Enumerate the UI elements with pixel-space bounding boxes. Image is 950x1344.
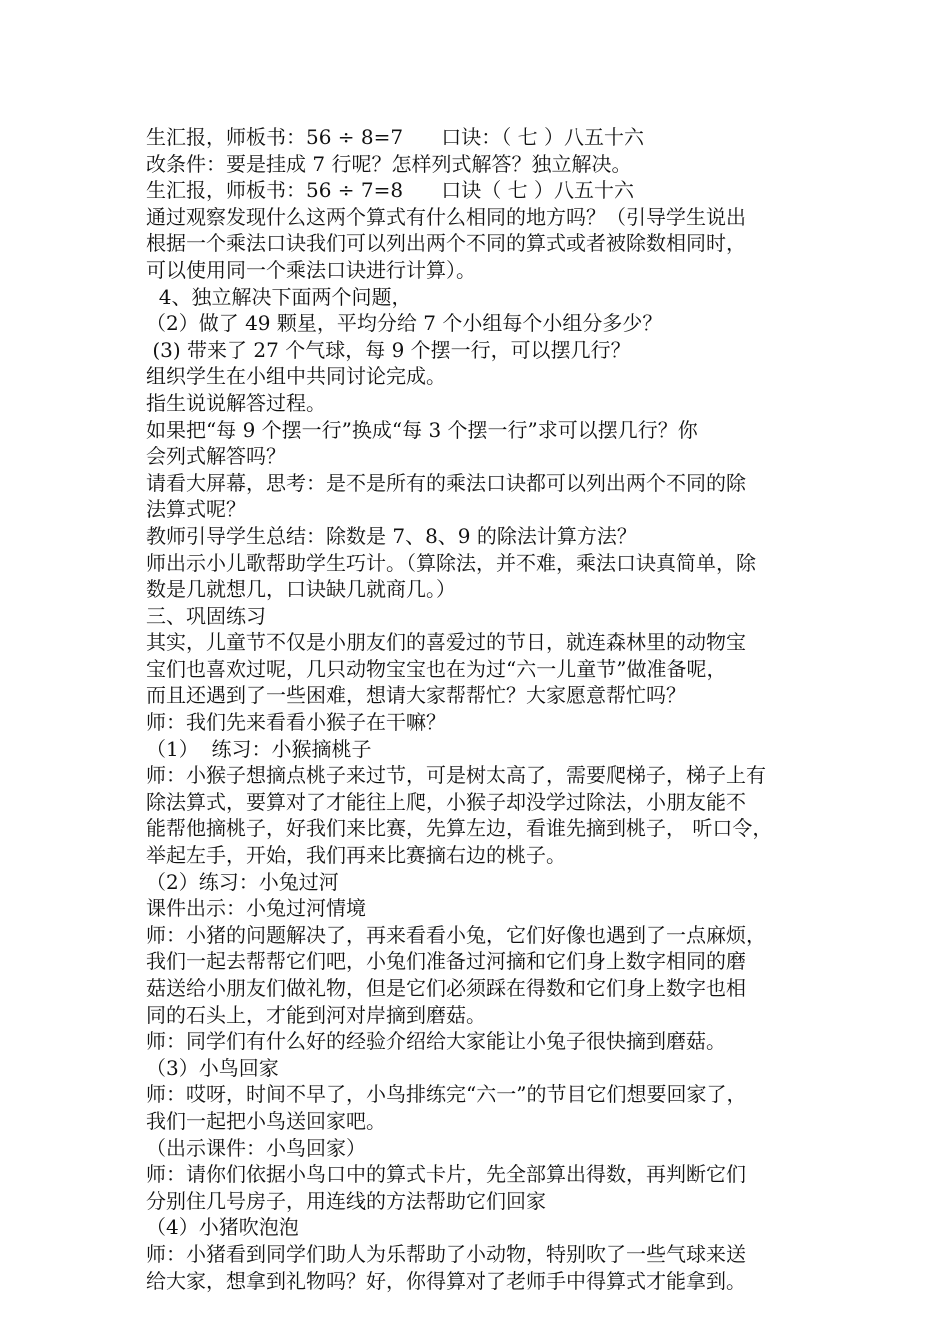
section-heading: 三、巩固练习 <box>146 603 266 628</box>
text-line: 师：小猪看到同学们助人为乐帮助了小动物，特别吹了一些气球来送 <box>146 1241 746 1266</box>
text-line: 同的石头上，才能到河对岸摘到磨菇。 <box>146 1002 486 1027</box>
text-line: 举起左手，开始，我们再来比赛摘右边的桃子。 <box>146 843 566 868</box>
text-line: 宝们也喜欢过呢，几只动物宝宝也在为过“六一儿童节”做准备呢， <box>146 656 727 681</box>
text-line: 4、独立解决下面两个问题， <box>146 284 412 309</box>
text-line: 可以使用同一个乘法口诀进行计算）。 <box>146 257 476 282</box>
text-line: 通过观察发现什么这两个算式有什么相同的地方吗？（引导学生说出 <box>146 204 746 229</box>
text-line: 能帮他摘桃子，好我们来比赛，先算左边，看谁先摘到桃子， 听口令， <box>146 816 773 841</box>
text-line: 菇送给小朋友们做礼物，但是它们必须踩在得数和它们身上数字也相 <box>146 976 746 1000</box>
text-line: 课件出示：小兔过河情境 <box>146 896 366 921</box>
text-line: 除法算式，要算对了才能往上爬，小猴子却没学过除法，小朋友能不 <box>146 789 746 814</box>
document-body <box>146 124 816 1294</box>
exercise-heading: （2）练习：小兔过河 <box>146 869 339 894</box>
text-line: 根据一个乘法口诀我们可以列出两个不同的算式或者被除数相同时， <box>146 231 746 256</box>
exercise-heading: （1） 练习：小猴摘桃子 <box>146 736 372 761</box>
text-line: (3) 带来了 27 个气球，每 9 个摆一行，可以摆几行？ <box>146 337 631 362</box>
text-line: 其实，儿童节不仅是小朋友们的喜爱过的节日，就连森林里的动物宝 <box>146 630 746 655</box>
text-line: 师：小猴子想摘点桃子来过节，可是树太高了，需要爬梯子，梯子上有 <box>146 763 766 788</box>
text-line: 给大家，想拿到礼物吗？好，你得算对了老师手中得算式才能拿到。 <box>146 1268 746 1293</box>
text-line: 指生说说解答过程。 <box>146 390 326 415</box>
text-line: 师：哎呀，时间不早了，小鸟排练完“六一”的节目它们想要回家了， <box>146 1082 747 1107</box>
text-line: 改条件：要是挂成 7 行呢？怎样列式解答？独立解决。 <box>146 151 632 176</box>
text-line: 会列式解答吗？ <box>146 444 286 469</box>
text-line: 组织学生在小组中共同讨论完成。 <box>146 364 446 389</box>
exercise-heading: （4）小猪吹泡泡 <box>146 1215 299 1240</box>
text-line: 分别住几号房子，用连线的方法帮助它们回家 <box>146 1188 546 1213</box>
text-line: 师出示小儿歌帮助学生巧计。（算除法，并不难，乘法口诀真简单，除 <box>146 550 756 575</box>
text-line: 我们一起把小鸟送回家吧。 <box>146 1108 386 1133</box>
text-line: 如果把“每 9 个摆一行”换成“每 3 个摆一行”求可以摆几行？你 <box>146 417 698 442</box>
text-line: （出示课件：小鸟回家） <box>146 1135 366 1160</box>
text-line: 生汇报，师板书：56 ÷ 8=7 口诀：（ 七 ）八五十六 <box>146 125 644 149</box>
text-line: 师：小猪的问题解决了，再来看看小兔，它们好像也遇到了一点麻烦， <box>146 922 766 947</box>
text-line: 而且还遇到了一些困难，想请大家帮帮忙？大家愿意帮忙吗？ <box>146 683 686 708</box>
text-line: 数是几就想几，口诀缺几就商几。） <box>146 577 456 602</box>
text-line: 法算式呢？ <box>146 497 246 522</box>
text-line: 教师引导学生总结：除数是 7、8、9 的除法计算方法？ <box>146 523 637 548</box>
text-line: 师：请你们依据小鸟口中的算式卡片，先全部算出得数，再判断它们 <box>146 1162 746 1187</box>
exercise-heading: （3）小鸟回家 <box>146 1055 279 1080</box>
text-line: （2）做了 49 颗星，平均分给 7 个小组每个小组分多少？ <box>146 311 663 336</box>
text-line: 师：我们先来看看小猴子在干嘛？ <box>146 710 446 735</box>
text-line: 我们一起去帮帮它们吧，小兔们准备过河摘和它们身上数字相同的磨 <box>146 949 746 974</box>
text-line: 师：同学们有什么好的经验介绍给大家能让小兔子很快摘到磨菇。 <box>146 1029 726 1054</box>
text-line: 请看大屏幕，思考：是不是所有的乘法口诀都可以列出两个不同的除 <box>146 470 746 495</box>
text-line: 生汇报，师板书：56 ÷ 7=8 口诀（ 七 ）八五十六 <box>146 178 634 203</box>
